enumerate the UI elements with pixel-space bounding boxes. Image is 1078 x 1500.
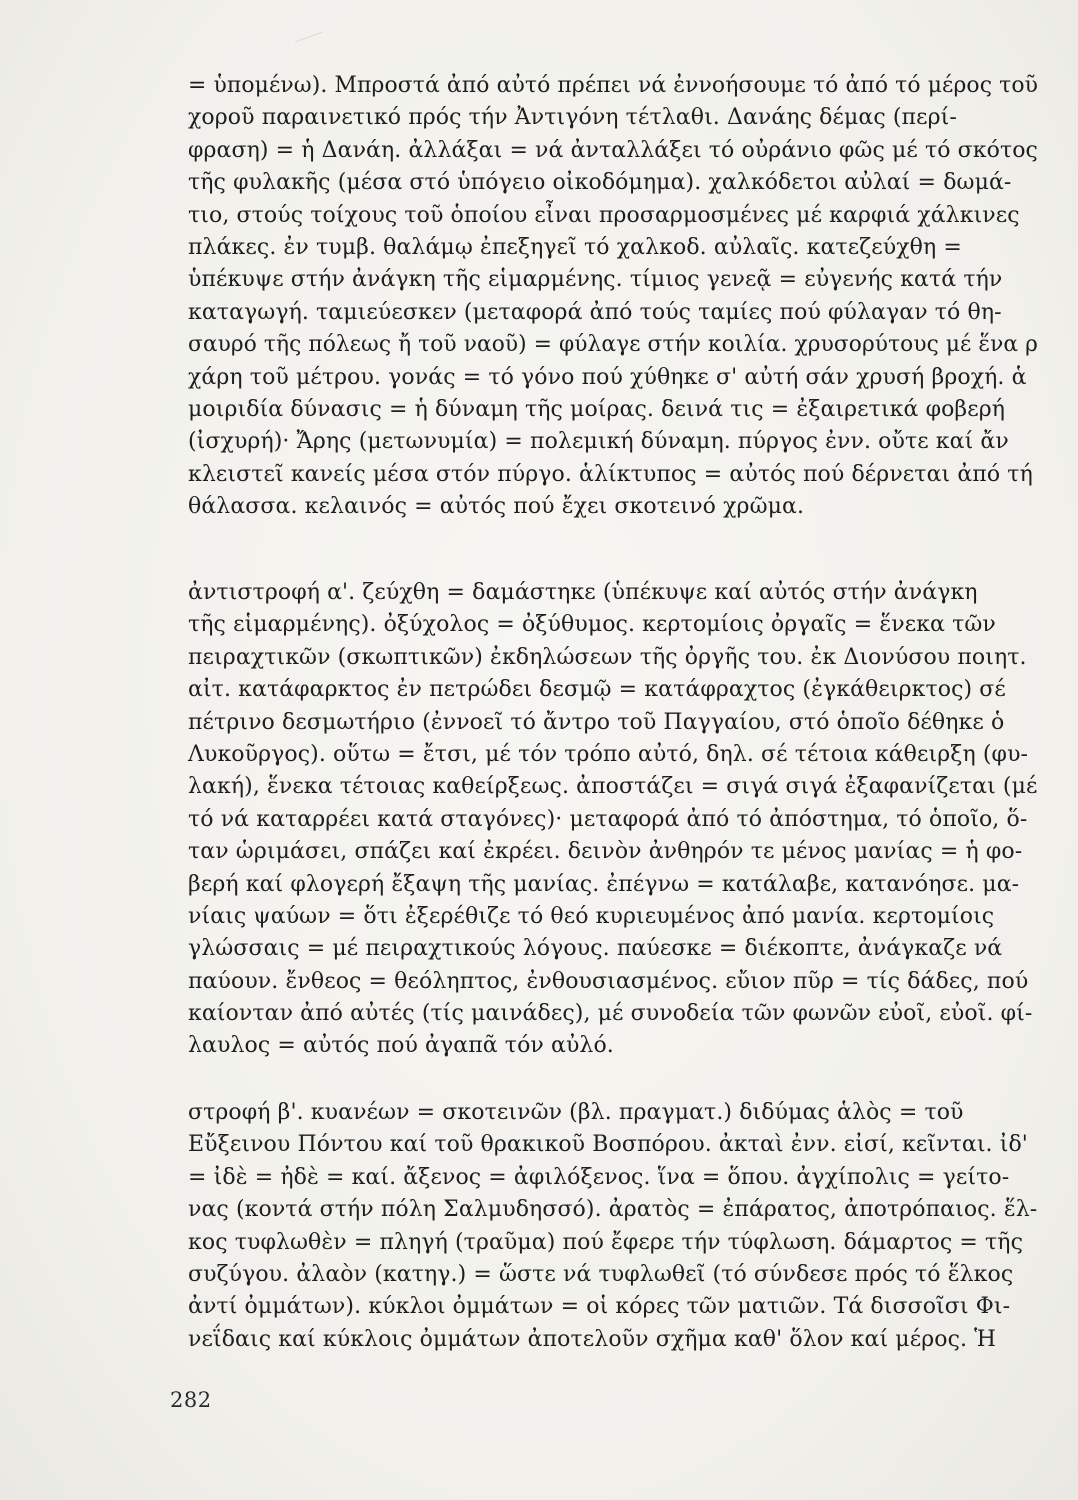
text-line: ἀντιστροφή α'. ζεύχθη = δαμάστηκε (ὑπέκυψε καί αὐτός στήν ἀνάγκη xyxy=(188,580,978,605)
text-line: χάρη τοῦ μέτρου. γονάς = τό γόνο πού χύθηκε σ' αὐτή σάν χρυσή βροχή. ἁ xyxy=(188,364,1027,390)
text-line: χοροῦ παραινετικό πρός τήν Ἀντιγόνη τέτλαθι. Δανάης δέμας (περί- xyxy=(188,105,957,131)
text-line: ὑπέκυψε στήν ἀνάγκη τῆς εἱμαρμένης. τίμιος γενεᾷ = εὐγενής κατά τήν xyxy=(188,267,1003,293)
text-line: τιο, στούς τοίχους τοῦ ὁποίου εἶναι προσαρμοσμένες μέ καρφιά χάλκινες xyxy=(188,202,1020,228)
text-line: πειραχτικῶν (σκωπτικῶν) ἐκδηλώσεων τῆς ὀργῆς του. ἐκ Διονύσου ποιητ. xyxy=(188,644,1027,670)
text-line: στροφή β'. κυανέων = σκοτεινῶν (βλ. πραγματ.) διδύμας ἁλὸς = τοῦ xyxy=(188,1100,964,1125)
text-line: Λυκοῦργος). οὕτω = ἔτσι, μέ τόν τρόπο αὐτό, δηλ. σέ τέτοια κάθειρξη (φυ- xyxy=(188,741,1029,767)
text-line: Εὔξεινου Πόντου καί τοῦ θρακικοῦ Βοσπόρου. ἀκταὶ ἐνν. εἰσί, κεῖνται. ἰδ' xyxy=(188,1132,1028,1158)
text-line: φραση) = ἡ Δανάη. ἀλλάξαι = νά ἀνταλλάξει τό οὐράνιο φῶς μέ τό σκότος xyxy=(188,137,1038,163)
pencil-mark xyxy=(295,31,327,52)
text-line: αἰτ. κατάφαρκτος ἐν πετρώδει δεσμῷ = κατάφραχτος (ἐγκάθειρκτος) σέ xyxy=(188,677,1006,703)
text-line: ἀντί ὀμμάτων). κύκλοι ὀμμάτων = οἱ κόρες τῶν ματιῶν. Τά δισσοῖσι Φι- xyxy=(188,1294,1011,1320)
text-line: παύουν. ἔνθεος = θεόληπτος, ἐνθουσιασμένος. εὔιον πῦρ = τίς δάδες, πού xyxy=(188,968,1029,994)
text-line: ταν ὡριμάσει, σπάζει καί ἐκρέει. δεινὸν ἀνθηρόν τε μένος μανίας = ἡ φο- xyxy=(188,839,1023,865)
text-line: = ἰδὲ = ἠδὲ = καί. ἄξενος = ἀφιλόξενος. ἵνα = ὅπου. ἀγχίπολις = γείτο- xyxy=(188,1164,1010,1190)
text-line: θάλασσα. κελαινός = αὐτός πού ἔχει σκοτεινό χρῶμα. xyxy=(188,494,805,520)
text-line: νεΐδαις καί κύκλοις ὀμμάτων ἀποτελοῦν σχῆμα καθ' ὅλον καί μέρος. Ἡ xyxy=(188,1326,997,1352)
text-line: τῆς εἱμαρμένης). ὀξύχολος = ὀξύθυμος. κερτομίοις ὀργαῖς = ἕνεκα τῶν xyxy=(188,612,996,638)
page-number: 282 xyxy=(170,1388,212,1412)
text-line: τό νά καταρρέει κατά σταγόνες)· μεταφορά ἀπό τό ἀπόστημα, τό ὁποῖο, ὅ- xyxy=(188,806,1028,832)
text-line: σαυρό τῆς πόλεως ἤ τοῦ ναοῦ) = φύλαγε στήν κοιλία. χρυσορύτους μέ ἕνα ρ xyxy=(188,332,1038,358)
text-line: κλειστεῖ κανείς μέσα στόν πύργο. ἁλίκτυπος = αὐτός πού δέρνεται ἀπό τή xyxy=(188,461,1033,487)
text-line: κος τυφλωθὲν = πληγή (τραῦμα) πού ἔφερε τήν τύφλωση. δάμαρτος = τῆς xyxy=(188,1229,1023,1255)
paragraph-commentary-antistrophe-a xyxy=(188,577,1038,1063)
text-line: βερή καί φλογερή ἔξαψη τῆς μανίας. ἐπέγνω = κατάλαβε, κατανόησε. μα- xyxy=(188,871,1020,897)
text-line: λακή), ἕνεκα τέτοιας καθείρξεως. ἀποστάζει = σιγά σιγά ἐξαφανίζεται (μέ xyxy=(188,774,1038,800)
text-line: γλώσσαις = μέ πειραχτικούς λόγους. παύεσκε = διέκοπτε, ἀνάγκαζε νά xyxy=(188,936,1003,962)
text-line: συζύγου. ἀλαὸν (κατηγ.) = ὥστε νά τυφλωθεῖ (τό σύνδεσε πρός τό ἕλκος xyxy=(188,1261,1014,1287)
text-line: μοιριδία δύνασις = ἡ δύναμη τῆς μοίρας. δεινά τις = ἐξαιρετικά φοβερή xyxy=(188,396,1006,422)
text-line: (ἰσχυρή)· Ἄρης (μετωνυμία) = πολεμική δύναμη. πύργος ἐνν. οὔτε καί ἄν xyxy=(188,429,1009,455)
text-line: νας (κοντά στήν πόλη Σαλμυδησσό). ἀρατὸς = ἐπάρατος, ἀποτρόπαιος. ἕλ- xyxy=(188,1197,1038,1223)
paragraph-commentary-strophe-a xyxy=(188,70,1038,523)
text-line: = ὑπομένω). Μπροστά ἀπό αὐτό πρέπει νά ἐννοήσουμε τό ἀπό τό μέρος τοῦ xyxy=(188,73,1039,98)
text-line: πλάκες. ἐν τυμβ. θαλάμῳ ἐπεξηγεῖ τό χαλκοδ. αὐλαῖς. κατεζεύχθη = xyxy=(188,234,962,260)
text-line: πέτρινο δεσμωτήριο (ἐννοεῖ τό ἄντρο τοῦ Παγγαίου, στό ὁποῖο δέθηκε ὁ xyxy=(188,709,1005,735)
text-line: καταγωγή. ταμιεύεσκεν (μεταφορά ἀπό τούς ταμίες πού φύλαγαν τό θη- xyxy=(188,299,1002,325)
paragraph-commentary-strophe-b xyxy=(188,1097,1038,1356)
text-line: λαυλος = αὐτός πού ἀγαπᾶ τόν αὐλό. xyxy=(188,1033,614,1059)
text-line: καίονταν ἀπό αὐτές (τίς μαινάδες), μέ συνοδεία τῶν φωνῶν εὐοῖ, εὐοῖ. φί- xyxy=(188,1001,1033,1027)
text-line: τῆς φυλακῆς (μέσα στό ὑπόγειο οἰκοδόμημα). χαλκόδετοι αὐλαί = δωμά- xyxy=(188,170,1012,196)
text-line: νίαις ψαύων = ὅτι ἐξερέθιζε τό θεό κυριευμένος ἀπό μανία. κερτομίοις xyxy=(188,903,995,929)
